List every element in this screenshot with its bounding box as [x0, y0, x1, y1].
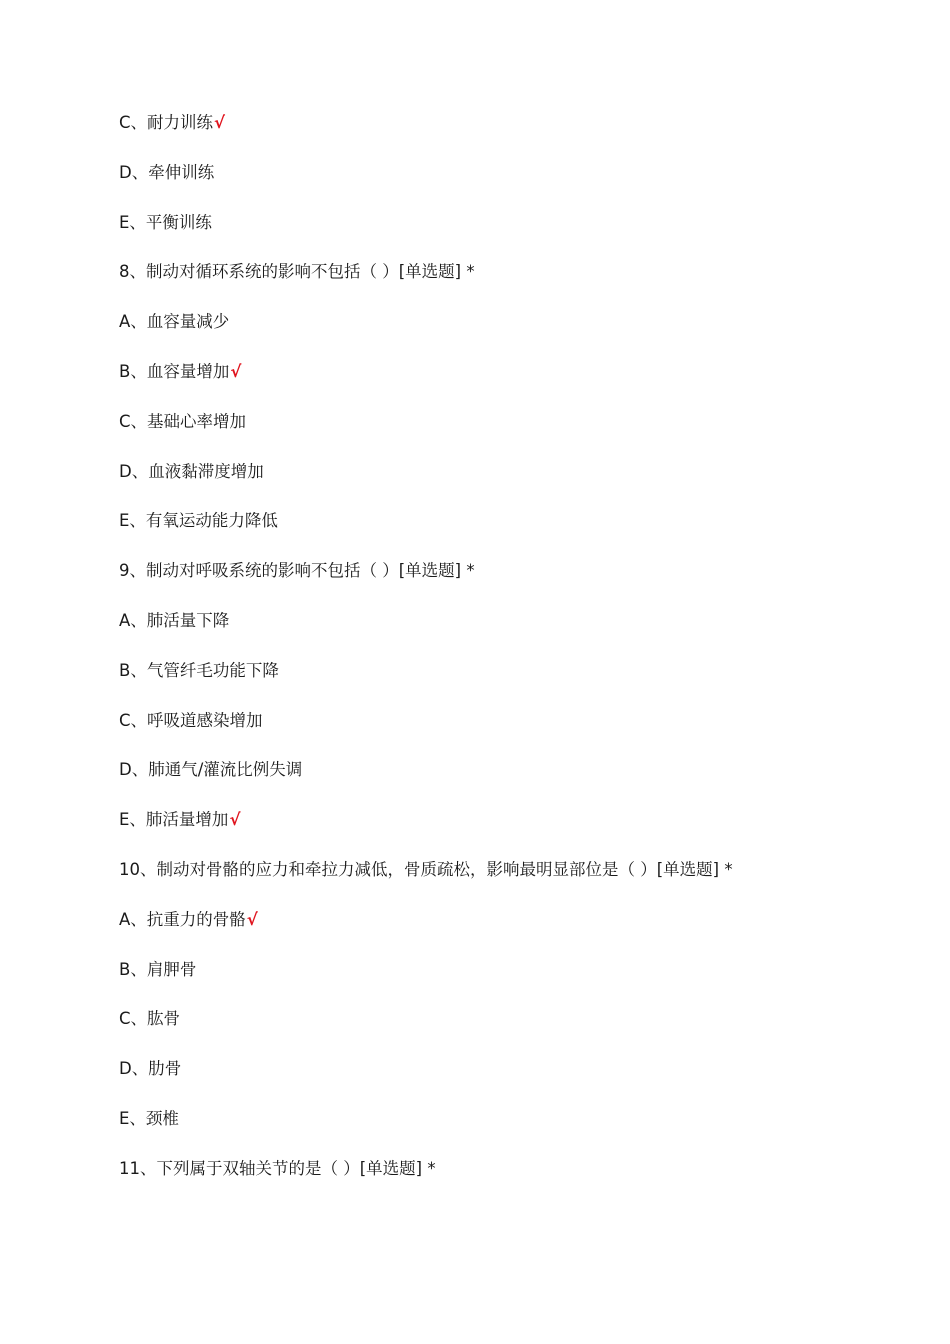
q9-option-b — [119, 656, 899, 706]
correct-check-icon: √ — [229, 810, 241, 830]
line-text: D、肋骨 — [119, 1059, 182, 1079]
option-d-stretch — [119, 158, 899, 208]
q9-option-e — [119, 805, 899, 855]
line-text: E、肺活量增加 — [119, 810, 229, 830]
q10-option-d — [119, 1054, 899, 1104]
question-9 — [119, 556, 899, 606]
line-text: D、牵伸训练 — [119, 162, 215, 182]
q8-option-d — [119, 457, 899, 507]
line-text: B、气管纤毛功能下降 — [119, 660, 279, 680]
option-e-balance — [119, 208, 899, 258]
question-8 — [119, 257, 899, 307]
line-text: E、平衡训练 — [119, 212, 212, 232]
question-11 — [119, 1154, 899, 1204]
line-text: A、血容量减少 — [119, 312, 230, 332]
question-10 — [119, 855, 899, 905]
line-text: D、肺通气/灌流比例失调 — [119, 760, 303, 780]
q10-option-b — [119, 955, 899, 1005]
line-text: D、血液黏滞度增加 — [119, 461, 264, 481]
q9-option-c — [119, 706, 899, 756]
line-text: A、肺活量下降 — [119, 610, 230, 630]
question-text: 9、制动对呼吸系统的影响不包括（ ）[单选题] * — [119, 561, 475, 581]
question-text: 10、制动对骨骼的应力和牵拉力减低，骨质疏松，影响最明显部位是（ ）[单选题] * — [119, 859, 733, 879]
line-text: C、肱骨 — [119, 1009, 181, 1029]
line-text: B、肩胛骨 — [119, 959, 197, 979]
line-text: C、基础心率增加 — [119, 411, 247, 431]
line-text: A、抗重力的骨骼 — [119, 909, 246, 929]
line-text: B、血容量增加 — [119, 361, 230, 381]
correct-check-icon: √ — [246, 909, 258, 929]
q8-option-a — [119, 307, 899, 357]
q9-option-d — [119, 755, 899, 805]
q8-option-b — [119, 357, 899, 407]
line-text: E、颈椎 — [119, 1108, 179, 1128]
correct-check-icon: √ — [214, 113, 226, 132]
correct-check-icon: √ — [230, 361, 242, 381]
line-text: C、耐力训练 — [119, 113, 214, 132]
q10-option-c — [119, 1004, 899, 1054]
question-text: 11、下列属于双轴关节的是（ ）[单选题] * — [119, 1158, 436, 1178]
q9-option-a — [119, 606, 899, 656]
option-c-endurance — [119, 108, 899, 158]
line-text: E、有氧运动能力降低 — [119, 511, 278, 531]
exam-document — [119, 108, 899, 1204]
question-text: 8、制动对循环系统的影响不包括（ ）[单选题] * — [119, 262, 475, 282]
q8-option-c — [119, 407, 899, 457]
q8-option-e — [119, 506, 899, 556]
line-text: C、呼吸道感染增加 — [119, 710, 263, 730]
q10-option-e — [119, 1104, 899, 1154]
q10-option-a — [119, 905, 899, 955]
